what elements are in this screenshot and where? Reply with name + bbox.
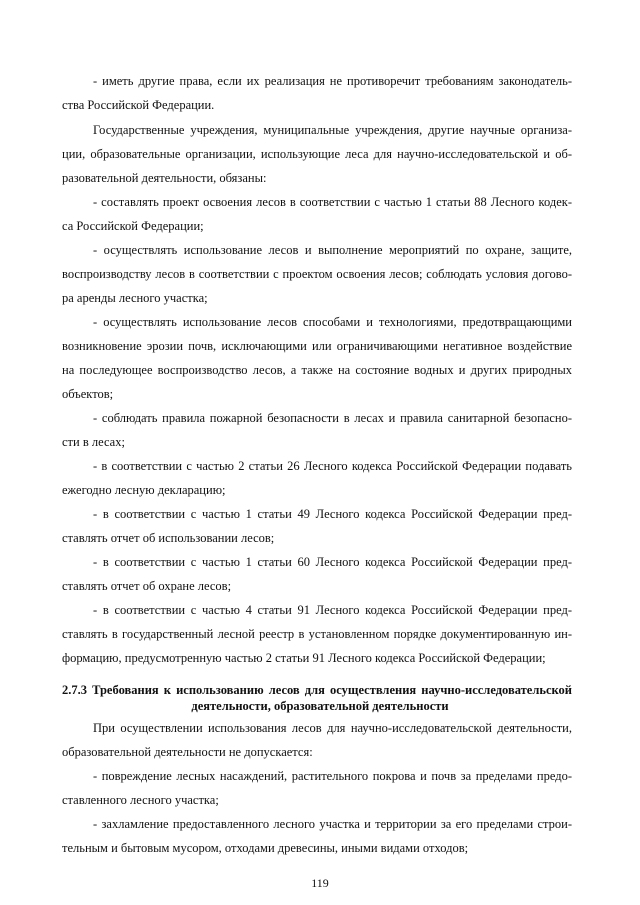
text-line: объектов; <box>62 387 114 401</box>
text-line: При осуществлении использования лесов для научно-исследовательской деятельности, <box>93 721 572 735</box>
text-line: ежегодно лесную декларацию; <box>62 483 226 497</box>
text-line: - иметь другие права, если их реализация не противоречит требованиям законодатель- <box>93 74 572 88</box>
text-line: возникновение эрозии почв, исключающими или ограничивающими негативное воздействие <box>62 339 572 353</box>
text-line: ставлять в государственный лесной реестр в установленном порядке документированную ин- <box>62 627 572 641</box>
text-line: - в соответствии с частью 4 статьи 91 Лесного кодекса Российской Федерации пред- <box>93 603 572 617</box>
text-line: образовательной деятельности не допускается: <box>62 745 313 759</box>
text-line: - осуществлять использование лесов способами и технологиями, предотвращающими <box>93 315 572 329</box>
text-line: - в соответствии с частью 1 статьи 60 Лесного кодекса Российской Федерации пред- <box>93 555 572 569</box>
text-line: воспроизводству лесов в соответствии с проектом освоения лесов; соблюдать условия догово- <box>62 267 572 281</box>
text-line: - захламление предоставленного лесного участка и территории за его пределами строи- <box>93 817 572 831</box>
section-heading: деятельности, образовательной деятельности <box>191 699 449 713</box>
text-line: разовательной деятельности, обязаны: <box>62 171 267 185</box>
text-line: на последующее воспроизводство лесов, а также на состояние водных и других природных <box>62 363 572 377</box>
text-line: ставлять отчет об охране лесов; <box>62 579 232 593</box>
text-line: - в соответствии с частью 1 статьи 49 Лесного кодекса Российской Федерации пред- <box>93 507 572 521</box>
text-line: ра аренды лесного участка; <box>62 291 208 305</box>
text-line: формацию, предусмотренную частью 2 статьи 91 Лесного кодекса Российской Федерации; <box>62 651 546 665</box>
text-line: - осуществлять использование лесов и выполнение мероприятий по охране, защите, <box>93 243 572 257</box>
text-line: - в соответствии с частью 2 статьи 26 Лесного кодекса Российской Федерации подавать <box>93 459 572 473</box>
text-line: ства Российской Федерации. <box>62 98 215 112</box>
text-line: Государственные учреждения, муниципальные учреждения, другие научные организа- <box>93 123 572 137</box>
page-number: 119 <box>311 876 329 890</box>
text-line: ставлять отчет об использовании лесов; <box>62 531 275 545</box>
text-line: сти в лесах; <box>62 435 125 449</box>
text-line: ции, образовательные организации, использующие леса для научно-исследовательской и об- <box>62 147 572 161</box>
text-line: - соблюдать правила пожарной безопасности в лесах и правила санитарной безопасно- <box>93 411 572 425</box>
text-line: ставленного лесного участка; <box>62 793 219 807</box>
text-line: - составлять проект освоения лесов в соответствии с частью 1 статьи 88 Лесного кодек- <box>93 195 572 209</box>
section-heading: 2.7.3 Требования к использованию лесов для осуществления научно-исследовательской <box>62 683 572 697</box>
text-line: са Российской Федерации; <box>62 219 204 233</box>
text-line: - повреждение лесных насаждений, растительного покрова и почв за пределами предо- <box>93 769 572 783</box>
text-line: тельным и бытовым мусором, отходами древесины, иными видами отходов; <box>62 841 469 855</box>
